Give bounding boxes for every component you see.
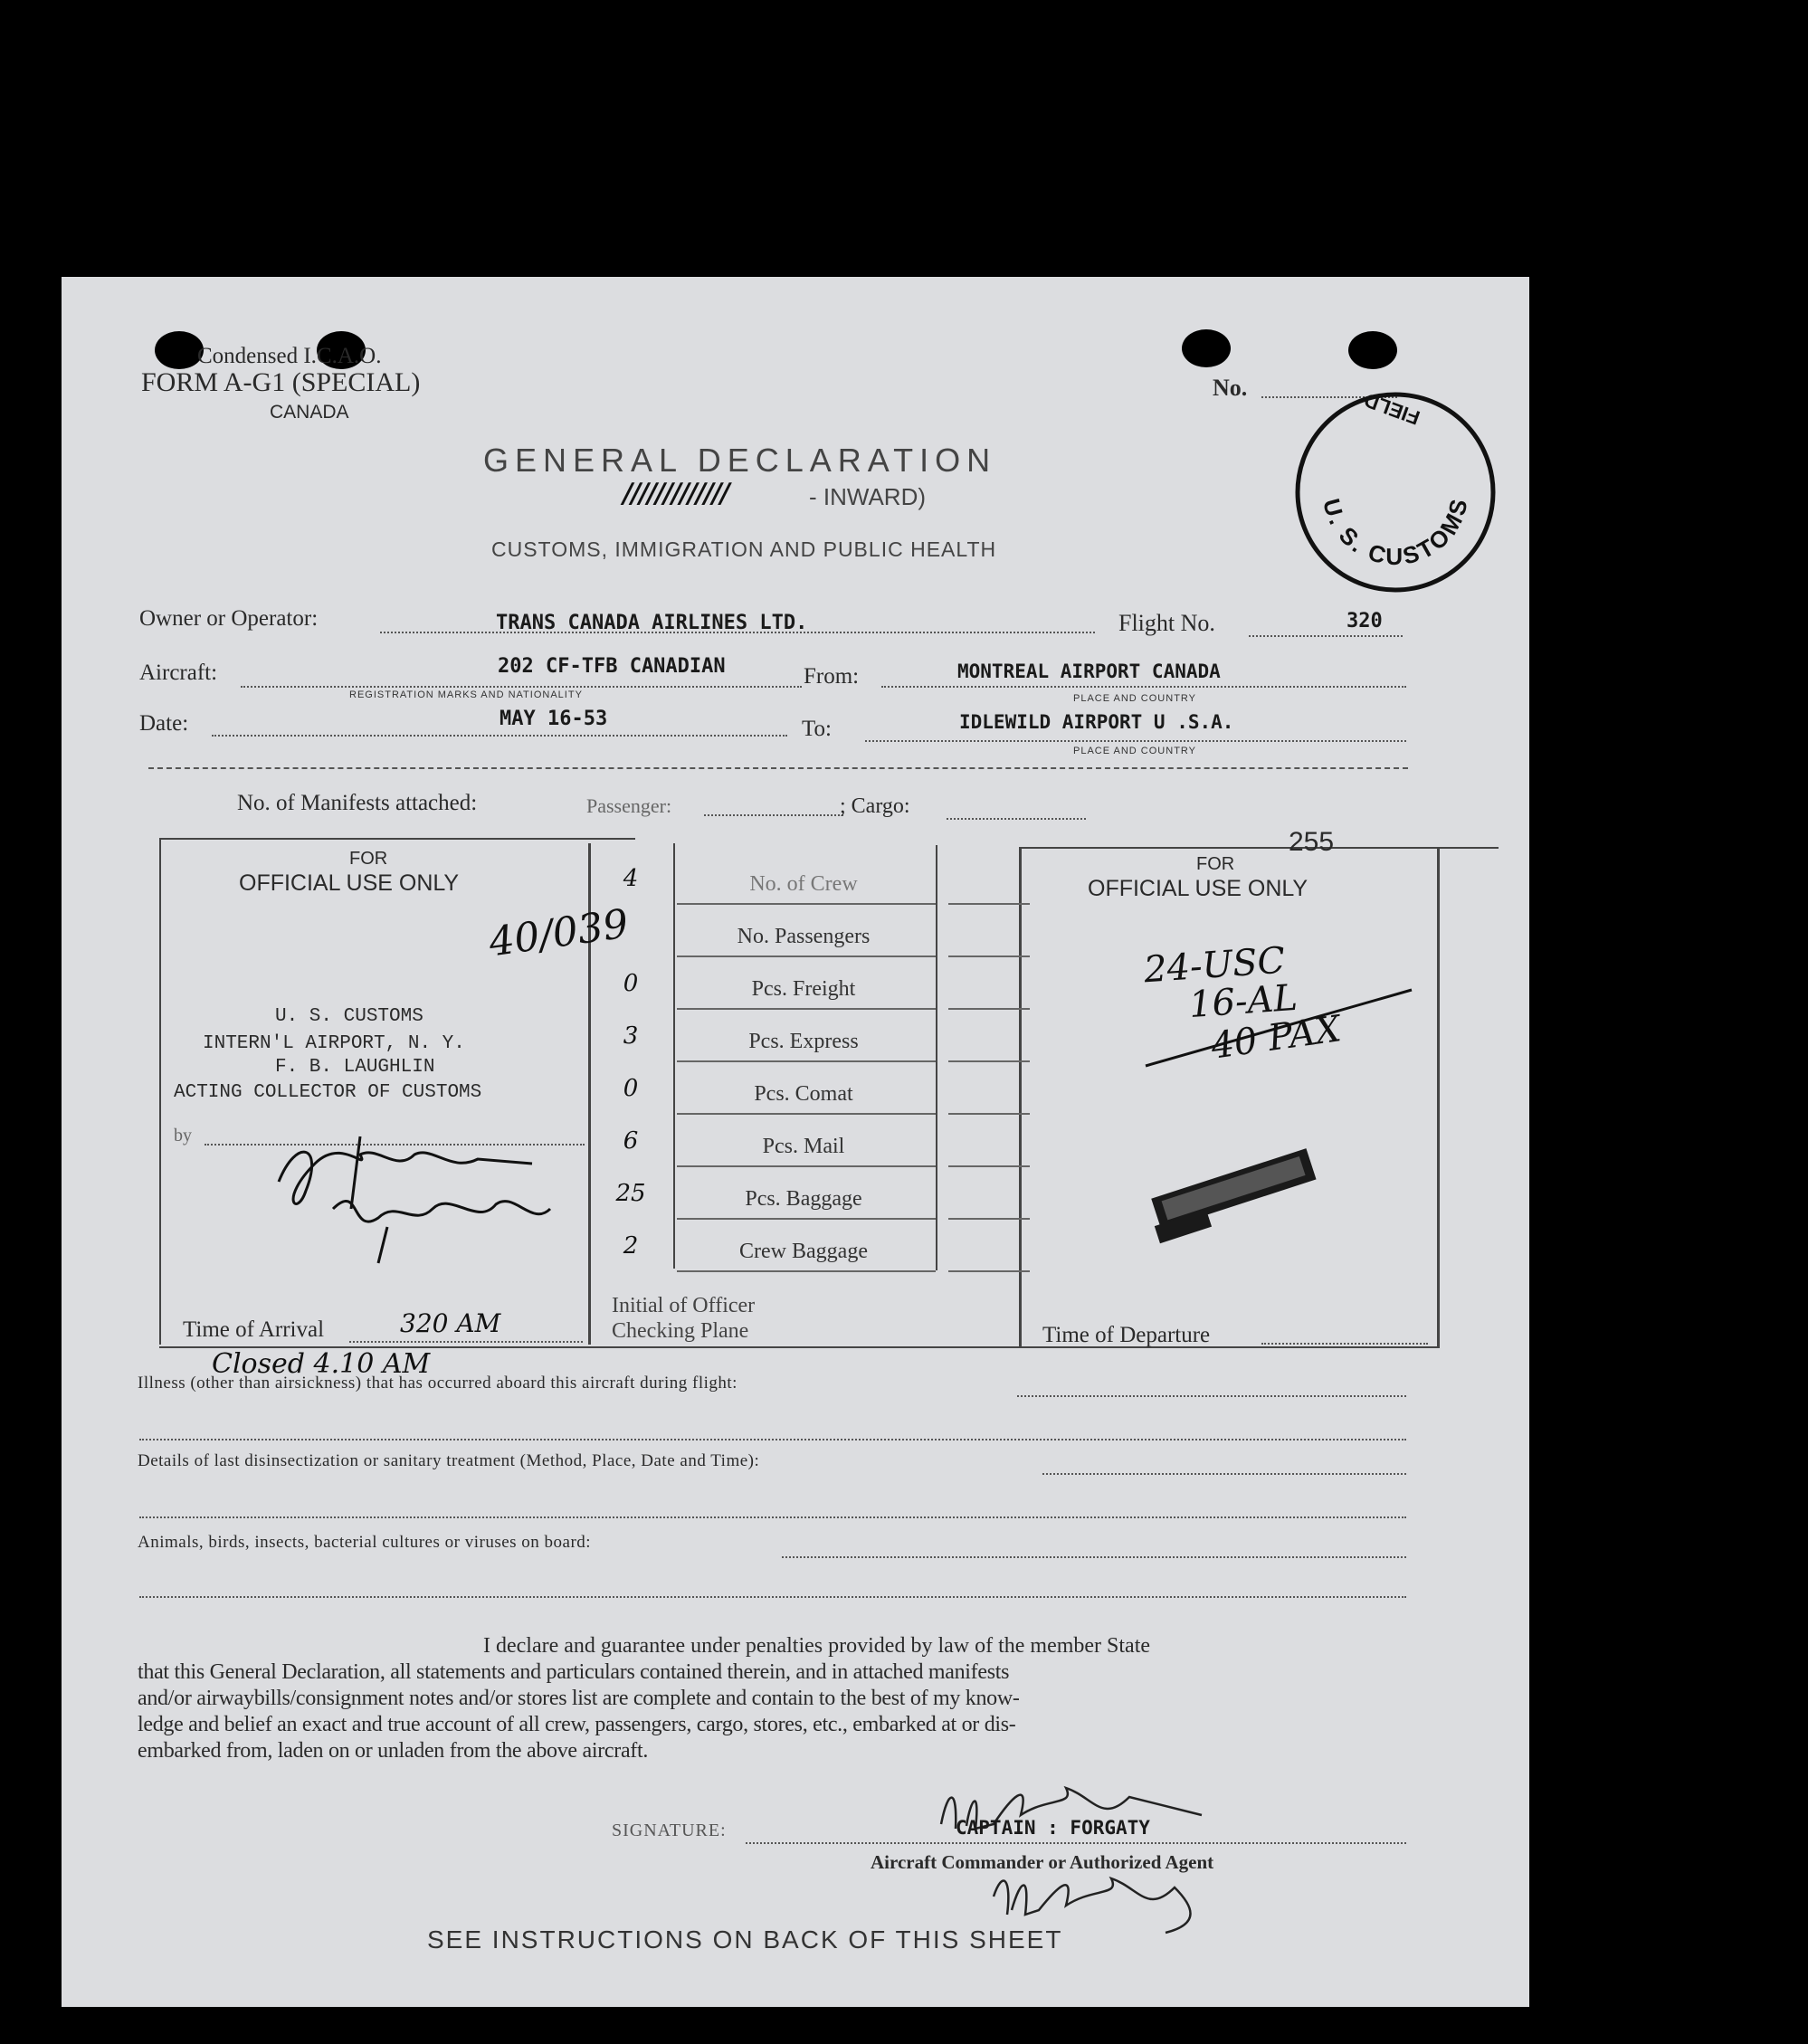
- flight-value: 320: [1346, 610, 1383, 632]
- form-header-line1: Condensed I.C.A.O.: [197, 344, 382, 368]
- row-value: 3: [623, 1022, 639, 1050]
- illness-line-1: [1017, 1395, 1406, 1397]
- from-label: From:: [804, 664, 860, 689]
- signature-value: CAPTAIN : FORGATY: [956, 1817, 1150, 1839]
- to-value: IDLEWILD AIRPORT U .S.A.: [959, 711, 1234, 733]
- struck-out-text: /////////////: [623, 478, 728, 509]
- stamp-ring-text: U. S. CUSTOMS: [1318, 494, 1474, 571]
- captain-signature: [930, 1761, 1238, 1860]
- instructions-footer: SEE INSTRUCTIONS ON BACK OF THIS SHEET: [427, 1925, 1063, 1954]
- form-header-line2: FORM A-G1 (SPECIAL): [141, 367, 421, 397]
- to-label: To:: [802, 717, 832, 741]
- animals-line-2: [139, 1596, 1406, 1598]
- table-row: [590, 1115, 934, 1167]
- flight-label: Flight No.: [1118, 610, 1215, 636]
- row-value: 25: [615, 1180, 646, 1207]
- declaration-line-3: and/or airwaybills/consignment notes and/or stores list are complete and contain to the best of my know-: [138, 1687, 1020, 1710]
- declaration-line-1: I declare and guarantee under penalties provided by law of the member State: [483, 1634, 1151, 1658]
- initial-officer-label-1: Initial of Officer: [612, 1294, 756, 1317]
- right-official-heading-2: OFFICIAL USE ONLY: [1088, 876, 1308, 901]
- to-caption: PLACE AND COUNTRY: [1073, 746, 1196, 756]
- to-line: [865, 740, 1406, 742]
- arrival-line: [349, 1341, 583, 1343]
- declaration-line-2: that this General Declaration, all statements and particulars contained therein, and in attached manifests: [138, 1660, 1010, 1684]
- declaration-form: [62, 277, 1529, 2007]
- from-line: [881, 686, 1406, 688]
- ink-stamp: [1135, 1146, 1334, 1236]
- disinsect-label: Details of last disinsectization or sanitary treatment (Method, Place, Date and Time):: [138, 1451, 760, 1470]
- table-row: [590, 957, 934, 1010]
- departure-line: [1261, 1343, 1428, 1345]
- declaration-line-4: ledge and belief an exact and true account of all crew, passengers, cargo, stores, etc., embarked at or dis-: [138, 1713, 1016, 1736]
- passenger-manifest-line: [704, 814, 843, 816]
- punch-hole: [1182, 329, 1231, 367]
- customs-stamp-line-3: F. B. LAUGHLIN: [275, 1057, 435, 1078]
- by-label: by: [174, 1126, 192, 1146]
- row-value: 0: [623, 1075, 639, 1102]
- handwritten-passenger-note: 40/039: [486, 900, 632, 966]
- passenger-manifest-label: Passenger:: [586, 794, 672, 817]
- cargo-count-table: [590, 852, 1042, 1269]
- initial-officer-label-2: Checking Plane: [612, 1319, 749, 1343]
- customs-stamp: [1290, 388, 1517, 617]
- aircraft-line: [241, 686, 802, 688]
- owner-label: Owner or Operator:: [139, 606, 319, 631]
- table-row: [590, 905, 934, 957]
- right-official-heading-1: FOR: [1196, 854, 1235, 874]
- row-value: 6: [623, 1127, 639, 1155]
- row-label: Pcs. Mail: [762, 1135, 845, 1158]
- departure-label: Time of Departure: [1042, 1323, 1211, 1347]
- signature-caption: Aircraft Commander or Authorized Agent: [871, 1851, 1214, 1873]
- date-label: Date:: [139, 711, 189, 736]
- table-row: [590, 1220, 934, 1272]
- illness-label: Illness (other than airsickness) that has occurred aboard this aircraft during flight:: [138, 1374, 737, 1393]
- officer-signature: [243, 1118, 604, 1281]
- row-label: No. Passengers: [737, 925, 871, 948]
- signature-line: [746, 1842, 1406, 1844]
- illness-line-2: [139, 1439, 1406, 1440]
- from-value: MONTREAL AIRPORT CANADA: [957, 661, 1221, 682]
- box-border-top-left: [159, 838, 635, 840]
- row-label: Crew Baggage: [739, 1240, 868, 1263]
- arrival-label: Time of Arrival: [183, 1317, 325, 1342]
- aircraft-value: 202 CF-TFB CANADIAN: [498, 655, 726, 678]
- customs-stamp-line-1: U. S. CUSTOMS: [275, 1006, 423, 1027]
- svg-text:U. S. CUSTOMS: [1318, 494, 1473, 570]
- owner-value: TRANS CANADA AIRLINES LTD.: [496, 612, 808, 634]
- form-number-label: No.: [1213, 375, 1248, 401]
- row-value: 4: [623, 865, 639, 892]
- stamp-top-text: FIELD: [1361, 388, 1423, 430]
- cargo-manifest-label: ; Cargo:: [840, 794, 910, 818]
- date-value: MAY 16-53: [500, 708, 608, 730]
- right-note-2: 16-AL: [1187, 976, 1299, 1027]
- right-box-number: 255: [1289, 827, 1335, 857]
- cargo-manifest-line: [947, 818, 1086, 820]
- right-note-3: 40 PAX: [1208, 1008, 1344, 1068]
- right-note-1: 24-USC: [1142, 939, 1287, 992]
- from-caption: PLACE AND COUNTRY: [1073, 693, 1196, 704]
- punch-hole: [1348, 331, 1397, 369]
- table-row: [590, 1167, 934, 1220]
- form-header-line3: CANADA: [270, 402, 349, 423]
- flight-line: [1249, 635, 1403, 637]
- row-label: Pcs. Comat: [754, 1082, 853, 1106]
- disinsect-line-1: [1042, 1473, 1406, 1475]
- box-border-top-right: [1019, 847, 1499, 849]
- table-row: [590, 1062, 934, 1115]
- form-subheading: CUSTOMS, IMMIGRATION AND PUBLIC HEALTH: [491, 537, 997, 561]
- customs-stamp-line-2: INTERN'L AIRPORT, N. Y.: [203, 1033, 465, 1054]
- manifests-label: No. of Manifests attached:: [237, 791, 478, 815]
- date-line: [212, 735, 787, 737]
- animals-label: Animals, birds, insects, bacterial cultures or viruses on board:: [138, 1533, 592, 1552]
- left-official-heading-2: OFFICIAL USE ONLY: [239, 870, 460, 896]
- row-value: 2: [623, 1232, 639, 1260]
- form-title: GENERAL DECLARATION: [483, 442, 997, 479]
- row-value: 0: [623, 970, 639, 997]
- animals-line-1: [782, 1556, 1406, 1558]
- left-official-heading-1: FOR: [349, 849, 388, 869]
- signature-label: SIGNATURE:: [612, 1821, 727, 1840]
- row-label: Pcs. Freight: [751, 977, 856, 1001]
- box-border-right: [1437, 847, 1440, 1348]
- separator-line: [148, 767, 1408, 769]
- aircraft-caption: REGISTRATION MARKS AND NATIONALITY: [349, 689, 583, 700]
- row-label: Pcs. Baggage: [745, 1187, 862, 1211]
- row-label: Pcs. Express: [748, 1030, 859, 1053]
- disinsect-line-2: [139, 1516, 1406, 1518]
- punch-hole: [155, 331, 204, 369]
- customs-stamp-line-4: ACTING COLLECTOR OF CUSTOMS: [174, 1082, 482, 1103]
- table-row: [590, 852, 934, 905]
- box-border-left: [159, 838, 161, 1345]
- declaration-line-5: embarked from, laden on or unladen from the above aircraft.: [138, 1739, 649, 1763]
- form-subtitle: - INWARD): [809, 483, 927, 510]
- row-label: No. of Crew: [749, 872, 858, 896]
- closed-note: Closed 4.10 AM: [212, 1348, 431, 1380]
- aircraft-label: Aircraft:: [139, 661, 218, 685]
- table-row: [590, 1010, 934, 1062]
- arrival-value: 320 AM: [400, 1308, 501, 1338]
